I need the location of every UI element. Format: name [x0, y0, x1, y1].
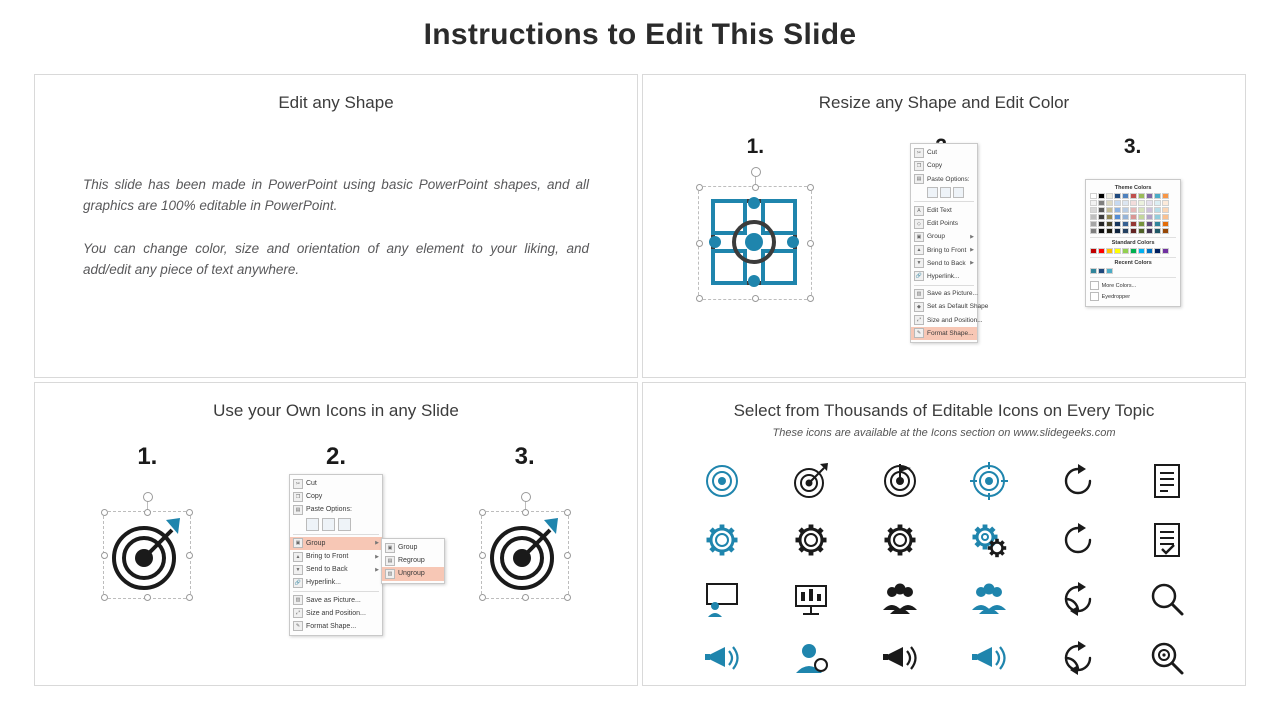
color-swatch[interactable]	[1138, 200, 1145, 206]
presentation-board-icon[interactable]	[791, 579, 831, 619]
ungroup-icon: ▥	[385, 569, 395, 579]
context-menu-item-label: Bring to Front	[926, 246, 967, 254]
color-swatch[interactable]	[1122, 207, 1129, 213]
send-to-back-icon: ▼	[914, 258, 924, 268]
palette-separator	[1090, 277, 1176, 278]
color-swatch[interactable]	[1090, 228, 1097, 234]
color-swatch[interactable]	[1098, 228, 1105, 234]
context-menu-item-label: Cut	[926, 149, 938, 157]
resize-step-1-art	[662, 173, 849, 313]
color-swatch[interactable]	[1146, 214, 1153, 220]
resize-step-3-art	[1039, 173, 1226, 313]
rotate-handle[interactable]	[751, 167, 761, 177]
context-menu-item-label: Group	[305, 539, 326, 547]
context-menu-item-bring-to-front[interactable]	[911, 244, 977, 257]
more-colors-item[interactable]	[1090, 280, 1176, 291]
document-check-icon[interactable]	[1147, 520, 1187, 560]
chevron-right-icon: ▶	[970, 233, 974, 240]
color-swatch[interactable]	[1106, 214, 1113, 220]
more-colors-label: More Colors...	[1101, 282, 1137, 289]
eyedropper-label: Eyedropper	[1101, 293, 1131, 300]
paste-icon-row[interactable]	[306, 518, 351, 531]
panel-edit-shape-title: Edit any Shape	[278, 93, 394, 112]
panel-resize-shape-title: Resize any Shape and Edit Color	[818, 93, 1070, 112]
context-menu-separator	[293, 591, 379, 592]
context-menu-item-label: Save as Picture...	[926, 290, 978, 298]
context-menu-item-paste-options[interactable]	[290, 503, 382, 516]
panel-edit-shape-paragraph-2: You can change color, size and orientation of any element to your liking, and add/edit any piece of text anywhere.	[83, 240, 589, 277]
resize-handle-bottom-center[interactable]	[144, 594, 151, 601]
context-menu-item-paste-options[interactable]	[911, 173, 977, 186]
submenu-item-ungroup[interactable]	[382, 567, 444, 580]
context-menu-item-label: Group	[926, 233, 946, 241]
context-menu-item-edit-text[interactable]	[911, 204, 977, 217]
bring-to-front-icon: ▲	[293, 552, 303, 562]
more-colors-icon	[1090, 281, 1099, 290]
size-position-icon: ⤢	[293, 608, 303, 618]
swatch-row	[1090, 228, 1176, 234]
context-menu-item-label: Send to Back	[926, 259, 966, 267]
chevron-right-icon: ▶	[375, 566, 379, 573]
swatch-row	[1090, 248, 1176, 254]
context-menu-item-label: Hyperlink...	[926, 272, 960, 280]
submenu-item-label: Regroup	[397, 557, 425, 565]
magnifier-icon[interactable]	[1147, 579, 1187, 619]
cut-icon: ✂	[293, 479, 303, 489]
context-menu-item-label: Paste Options:	[305, 506, 352, 514]
resize-handle-top-right[interactable]	[186, 509, 193, 516]
color-swatch[interactable]	[1162, 228, 1169, 234]
color-swatch[interactable]	[1154, 200, 1161, 206]
panel-resize-shape	[642, 74, 1246, 378]
color-swatch[interactable]	[1106, 221, 1113, 227]
context-menu-item-label: Copy	[305, 493, 323, 501]
hyperlink-icon: 🔗	[294, 579, 302, 586]
context-menu-item-send-to-back[interactable]	[911, 257, 977, 270]
resize-handle-bottom-center[interactable]	[752, 295, 759, 302]
color-swatch[interactable]	[1106, 228, 1113, 234]
target-circles-icon[interactable]	[702, 461, 742, 501]
resize-step-3-number: 3.	[1123, 135, 1142, 158]
resize-step-3	[1039, 135, 1226, 313]
gear-settings-icon[interactable]	[880, 520, 920, 560]
color-swatch[interactable]	[1114, 221, 1121, 227]
theme-color-swatches[interactable]	[1090, 193, 1176, 234]
context-menu-item-send-to-back[interactable]	[290, 563, 382, 576]
color-swatch[interactable]	[1106, 193, 1113, 199]
recent-colors-label: Recent Colors	[1114, 260, 1152, 266]
color-swatch[interactable]	[1154, 193, 1161, 199]
color-swatch[interactable]	[1162, 248, 1169, 254]
resize-handle-bottom-left[interactable]	[696, 295, 703, 302]
search-target-icon[interactable]	[1147, 638, 1187, 678]
panel-editable-icons-subtitle: These icons are available at the Icons section on www.slidegeeks.com	[772, 427, 1116, 439]
people-group-icon[interactable]	[880, 579, 920, 619]
context-menu-item-cut[interactable]	[290, 477, 382, 490]
context-menu-item-hyperlink[interactable]	[290, 576, 382, 589]
own-icons-context-menu-wrap	[289, 474, 425, 636]
edit-text-icon: A	[914, 206, 924, 216]
color-swatch[interactable]	[1114, 207, 1121, 213]
resize-step-2	[851, 135, 1038, 337]
standard-color-swatches[interactable]	[1090, 248, 1176, 254]
color-swatch[interactable]	[1106, 248, 1113, 254]
color-swatch[interactable]	[1114, 248, 1121, 254]
swatch-row	[1090, 200, 1176, 206]
chevron-right-icon: ▶	[375, 553, 379, 560]
context-menu-item-label: Size and Position...	[305, 609, 366, 617]
context-menu-separator	[914, 285, 974, 286]
color-swatch[interactable]	[1098, 221, 1105, 227]
resize-step-1-number: 1.	[746, 135, 765, 158]
color-swatch[interactable]	[1122, 248, 1129, 254]
target-dart-icon	[482, 512, 566, 596]
resize-step-1	[662, 135, 849, 313]
context-menu-item-label: Format Shape...	[305, 622, 357, 630]
paste-option-buttons[interactable]	[290, 517, 382, 533]
color-swatch[interactable]	[1162, 214, 1169, 220]
paste-icon: ▤	[914, 174, 924, 184]
color-swatch[interactable]	[1138, 193, 1145, 199]
resize-handle-bottom-right[interactable]	[807, 295, 814, 302]
submenu-item-label: Ungroup	[397, 570, 425, 578]
megaphone-up-icon[interactable]	[702, 638, 742, 678]
color-swatch[interactable]	[1138, 248, 1145, 254]
own-icons-step-2-art	[243, 480, 430, 630]
panel-own-icons	[34, 382, 638, 686]
context-menu-item-save-as-picture[interactable]	[290, 593, 382, 606]
color-swatch[interactable]	[1130, 200, 1137, 206]
color-swatch[interactable]	[1098, 268, 1105, 274]
resize-handle-bottom-left[interactable]	[479, 594, 486, 601]
color-swatch[interactable]	[1138, 207, 1145, 213]
context-menu-item-label: Hyperlink...	[305, 579, 341, 587]
color-swatch[interactable]	[1098, 193, 1105, 199]
context-menu-item-label: Set as Default Shape	[926, 303, 989, 311]
context-menu-item-group[interactable]	[290, 537, 382, 550]
eyedropper-icon	[1090, 292, 1099, 301]
own-icons-step-1	[54, 443, 241, 625]
swatch-row	[1090, 268, 1176, 274]
color-swatch[interactable]	[1090, 221, 1097, 227]
color-swatch[interactable]	[1154, 214, 1161, 220]
selection-box[interactable]	[698, 186, 812, 300]
refresh-cycle-icon[interactable]	[1058, 638, 1098, 678]
color-swatch[interactable]	[1154, 248, 1161, 254]
paste-option-buttons[interactable]	[911, 186, 977, 200]
context-menu-item-label: Edit Text	[926, 207, 952, 215]
color-swatch[interactable]	[1090, 207, 1097, 213]
bring-to-front-icon: ▲	[914, 245, 924, 255]
submenu-item-label: Group	[397, 544, 418, 552]
page-title: Instructions to Edit This Slide	[423, 18, 857, 51]
recent-color-swatches[interactable]	[1090, 268, 1176, 274]
chevron-right-icon: ▶	[375, 540, 379, 547]
color-swatch[interactable]	[1162, 193, 1169, 199]
palette-separator	[1090, 237, 1176, 238]
target-dart-icon	[104, 512, 188, 596]
swatch-row	[1090, 221, 1176, 227]
resize-handle-top-left[interactable]	[479, 509, 486, 516]
color-swatch[interactable]	[1130, 193, 1137, 199]
color-swatch[interactable]	[1146, 193, 1153, 199]
format-shape-icon: ✎	[293, 621, 303, 631]
resize-steps	[643, 135, 1245, 337]
context-menu-item-label: Paste Options:	[926, 175, 970, 183]
context-menu-separator	[914, 201, 974, 202]
submenu-item-regroup[interactable]	[382, 554, 444, 567]
own-icons-step-2	[243, 443, 430, 630]
context-menu-item-label: Save as Picture...	[305, 596, 361, 604]
color-swatch[interactable]	[1106, 207, 1113, 213]
target-shape-icon	[699, 187, 809, 297]
own-icons-step-1-number: 1.	[137, 443, 158, 470]
color-swatch[interactable]	[1154, 207, 1161, 213]
own-icons-step-3	[431, 443, 618, 625]
format-shape-icon: ✎	[914, 328, 924, 338]
context-menu-item-hyperlink[interactable]	[911, 270, 977, 283]
target-flag-icon[interactable]	[880, 461, 920, 501]
color-swatch[interactable]	[1114, 200, 1121, 206]
color-swatch[interactable]	[1138, 228, 1145, 234]
person-board-icon[interactable]	[702, 579, 742, 619]
target-crosshair-icon[interactable]	[969, 461, 1009, 501]
save-picture-icon: ▥	[293, 595, 303, 605]
color-swatch[interactable]	[1098, 200, 1105, 206]
icon-context-menu[interactable]	[289, 474, 383, 636]
color-swatch[interactable]	[1090, 248, 1097, 254]
eyedropper-item[interactable]	[1090, 291, 1176, 302]
color-swatch[interactable]	[1122, 214, 1129, 220]
panel-editable-icons	[642, 382, 1246, 686]
resize-handle-bottom-right[interactable]	[564, 594, 571, 601]
selection-box[interactable]	[481, 511, 569, 599]
color-swatch[interactable]	[1146, 248, 1153, 254]
color-swatch[interactable]	[1090, 268, 1097, 274]
context-menu-item-label: Cut	[305, 480, 317, 488]
context-menu-item-label: Bring to Front	[305, 553, 349, 560]
document-list-icon[interactable]	[1147, 461, 1187, 501]
default-shape-icon: ◆	[914, 302, 924, 312]
color-swatch[interactable]	[1122, 228, 1129, 234]
context-menu-item-copy[interactable]	[290, 490, 382, 503]
resize-handle-top-right[interactable]	[807, 184, 814, 191]
copy-icon: ❐	[293, 492, 303, 502]
announcement-icon[interactable]	[969, 638, 1009, 678]
regroup-icon: ▤	[385, 556, 395, 566]
own-icons-steps	[35, 443, 637, 630]
palette-separator	[1090, 257, 1176, 258]
color-swatch[interactable]	[1106, 268, 1113, 274]
color-swatch[interactable]	[1146, 200, 1153, 206]
color-swatch[interactable]	[1090, 200, 1097, 206]
icon-gallery	[677, 451, 1211, 687]
resize-handle-bottom-center[interactable]	[522, 594, 529, 601]
context-menu-item-group[interactable]	[911, 230, 977, 243]
context-menu-separator	[293, 534, 379, 535]
color-swatch[interactable]	[1122, 200, 1129, 206]
panel-edit-shape	[34, 74, 638, 378]
chevron-right-icon: ▶	[970, 247, 974, 254]
megaphone-side-icon[interactable]	[880, 638, 920, 678]
color-swatch[interactable]	[1138, 221, 1145, 227]
color-swatch[interactable]	[1114, 228, 1121, 234]
size-position-icon: ⤢	[914, 315, 924, 325]
context-menu-item-size-and-position[interactable]	[290, 607, 382, 620]
panel-edit-shape-paragraph-1: This slide has been made in PowerPoint using basic PowerPoint shapes, and all graphics are 100% editable in PowerPoint.	[83, 177, 589, 213]
color-swatch[interactable]	[1114, 193, 1121, 199]
context-menu-item-label: Send to Back	[305, 566, 348, 574]
rotate-handle[interactable]	[521, 492, 531, 502]
color-swatch[interactable]	[1098, 207, 1105, 213]
resize-handle-bottom-right[interactable]	[186, 594, 193, 601]
gears-pair-icon[interactable]	[969, 520, 1009, 560]
rotate-handle[interactable]	[143, 492, 153, 502]
color-swatch[interactable]	[1130, 248, 1137, 254]
group-icon: ▣	[385, 543, 395, 553]
own-icons-step-1-art	[54, 485, 241, 625]
submenu-item-group[interactable]	[382, 541, 444, 554]
context-menu-item-bring-to-front[interactable]	[290, 550, 382, 563]
rotate-clockwise-icon[interactable]	[1058, 520, 1098, 560]
person-user-icon[interactable]	[791, 638, 831, 678]
color-palette[interactable]	[1085, 179, 1181, 307]
context-menu-item-edit-points[interactable]	[911, 217, 977, 230]
context-menu-item-label: Size and Position...	[926, 316, 983, 324]
own-icons-step-3-art	[431, 485, 618, 625]
color-swatch[interactable]	[1138, 214, 1145, 220]
panel-grid	[34, 74, 1246, 694]
color-swatch[interactable]	[1162, 207, 1169, 213]
group-icon: ▣	[293, 538, 303, 548]
context-menu-item-label: Edit Points	[926, 220, 959, 228]
send-to-back-icon: ▼	[293, 565, 303, 575]
panel-editable-icons-title: Select from Thousands of Editable Icons on Every Topic	[733, 401, 1155, 420]
cut-icon: ✂	[914, 148, 924, 158]
color-swatch[interactable]	[1098, 248, 1105, 254]
sync-arrows-icon[interactable]	[1058, 579, 1098, 619]
color-swatch[interactable]	[1122, 221, 1129, 227]
group-icon: ▣	[914, 232, 924, 242]
color-swatch[interactable]	[1162, 221, 1169, 227]
refresh-arrow-icon[interactable]	[1058, 461, 1098, 501]
gear-outline-icon[interactable]	[791, 520, 831, 560]
gear-filled-icon[interactable]	[702, 520, 742, 560]
paste-icon: ▤	[293, 505, 303, 515]
copy-icon: ❐	[914, 161, 924, 171]
group-submenu[interactable]	[381, 538, 445, 584]
context-menu-item-size-and-position[interactable]	[911, 313, 983, 326]
context-menu-item-format-shape[interactable]	[290, 620, 382, 633]
shape-context-menu[interactable]	[910, 143, 989, 343]
team-meeting-icon[interactable]	[969, 579, 1009, 619]
color-swatch[interactable]	[1146, 207, 1153, 213]
resize-handle-middle-right[interactable]	[564, 552, 571, 559]
own-icons-step-2-number: 2.	[325, 443, 346, 470]
color-swatch[interactable]	[1114, 214, 1121, 220]
swatch-row	[1090, 193, 1176, 199]
color-swatch[interactable]	[1098, 214, 1105, 220]
resize-handle-middle-right[interactable]	[807, 240, 814, 247]
context-menu-item-copy[interactable]	[911, 159, 977, 172]
swatch-row	[1090, 214, 1176, 220]
edit-points-icon: ◇	[914, 219, 924, 229]
color-swatch[interactable]	[1130, 221, 1137, 227]
resize-handle-middle-left[interactable]	[479, 552, 486, 559]
context-menu-item-cut[interactable]	[911, 146, 977, 159]
color-swatch[interactable]	[1090, 193, 1097, 199]
color-swatch[interactable]	[1130, 207, 1137, 213]
color-swatch[interactable]	[1154, 221, 1161, 227]
swatch-row	[1090, 207, 1176, 213]
context-menu-item-set-default-shape[interactable]	[911, 300, 989, 313]
standard-colors-label: Standard Colors	[1111, 240, 1155, 246]
theme-colors-label: Theme Colors	[1114, 185, 1152, 191]
target-dart-icon[interactable]	[791, 461, 831, 501]
color-swatch[interactable]	[1130, 228, 1137, 234]
color-swatch[interactable]	[1146, 221, 1153, 227]
color-swatch[interactable]	[1090, 214, 1097, 220]
resize-handle-top-right[interactable]	[564, 509, 571, 516]
context-menu-item-label: Copy	[926, 162, 943, 170]
color-swatch[interactable]	[1154, 228, 1161, 234]
own-icons-step-3-number: 3.	[514, 443, 535, 470]
panel-own-icons-title: Use your Own Icons in any Slide	[213, 401, 459, 420]
color-swatch[interactable]	[1130, 214, 1137, 220]
save-picture-icon: ▥	[914, 289, 924, 299]
resize-step-2-art	[851, 149, 1038, 337]
color-swatch[interactable]	[1146, 228, 1153, 234]
color-swatch[interactable]	[1162, 200, 1169, 206]
color-swatch[interactable]	[1122, 193, 1129, 199]
resize-handle-middle-right[interactable]	[186, 552, 193, 559]
resize-handle-bottom-left[interactable]	[101, 594, 108, 601]
color-swatch[interactable]	[1106, 200, 1113, 206]
chevron-right-icon: ▶	[970, 260, 974, 267]
resize-handle-top-center[interactable]	[522, 509, 529, 516]
hyperlink-icon: 🔗	[915, 273, 923, 280]
paste-icon-row[interactable]	[927, 187, 964, 198]
context-menu-item-save-as-picture[interactable]	[911, 287, 977, 300]
context-menu-item-label: Format Shape...	[926, 329, 974, 337]
context-menu-item-format-shape[interactable]	[911, 327, 977, 340]
selection-box[interactable]	[103, 511, 191, 599]
